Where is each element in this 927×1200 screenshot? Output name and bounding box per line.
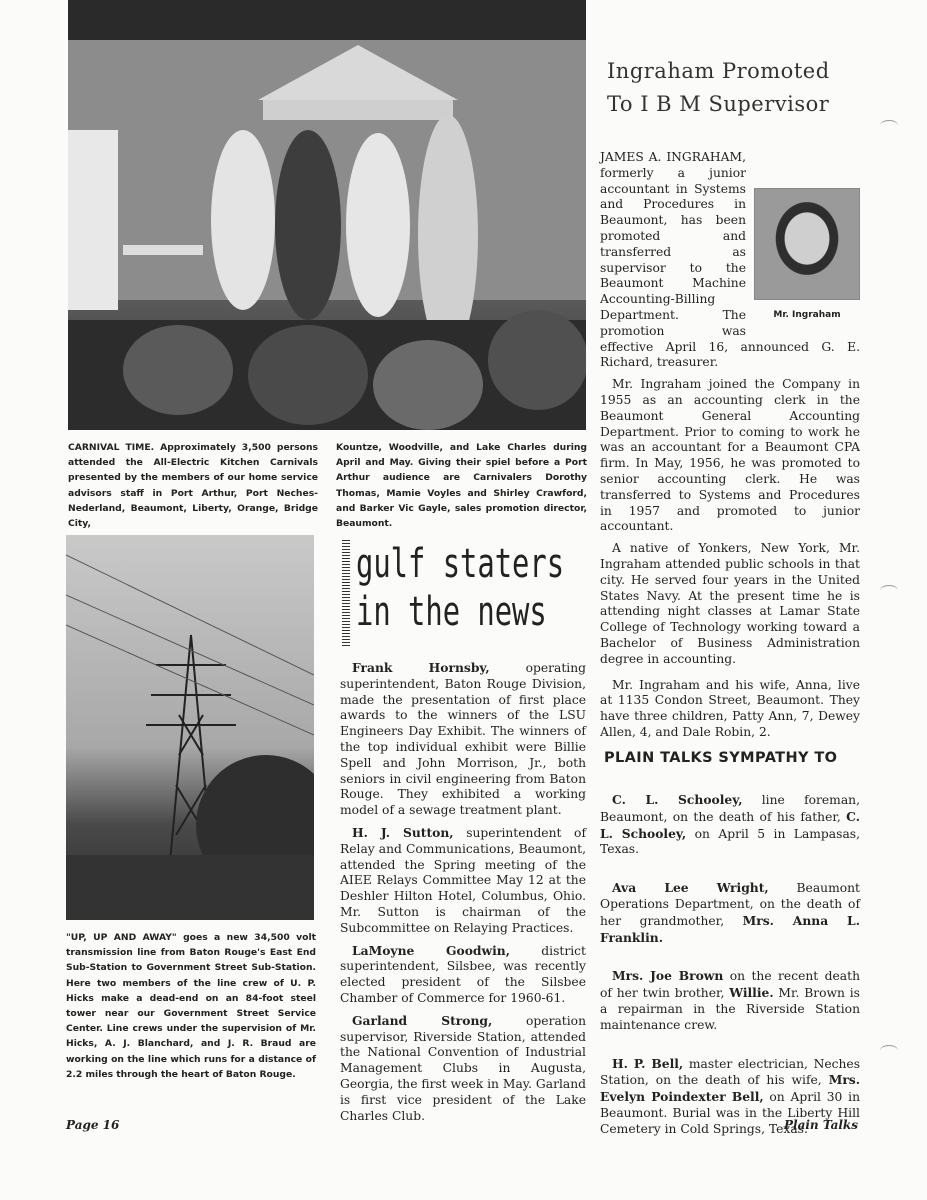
publication-name: Plain Talks bbox=[784, 1118, 859, 1132]
ingraham-paragraph: A native of Yonkers, New York, Mr. Ingraham attended public schools in that city. He served four years in the United States Navy. At the present time he is attending night classes at Lamar State College of Technology working toward a Bachelor of Business Administration degree in accounting. bbox=[600, 541, 860, 666]
news-item-text: operation supervisor, Riverside Station, attended the National Convention of Industrial Management Clubs in Augusta, Georgia, the first week in May. Garland is first vice president of the Lake Charles Club. bbox=[340, 1013, 586, 1123]
sympathy-item bbox=[600, 792, 860, 858]
sympathy-deceased: C. L. Schooley, bbox=[600, 808, 860, 841]
sympathy-name: C. L. Schooley, bbox=[612, 792, 743, 807]
news-heading-line1: gulf staters bbox=[356, 541, 565, 587]
sympathy-text: line foreman, Beaumont, on the death of his father, bbox=[600, 793, 860, 824]
carnival-photo bbox=[68, 0, 586, 430]
news-column bbox=[340, 660, 586, 1130]
news-heading bbox=[356, 540, 572, 636]
sympathy-text: on the recent death of her twin brother, bbox=[600, 969, 860, 1001]
news-item-name: Garland Strong, bbox=[352, 1012, 493, 1028]
sympathy-text: Beaumont Operations Department, on the death of her grandmother, bbox=[600, 881, 860, 928]
sympathy-deceased: Willie. bbox=[729, 985, 774, 1001]
news-item-name: H. J. Sutton, bbox=[352, 824, 454, 840]
transmission-tower-image bbox=[66, 535, 314, 920]
ingraham-article bbox=[600, 150, 860, 747]
news-item bbox=[340, 660, 586, 819]
news-item-text: district superintendent, Silsbee, was recently elected president of the Silsbee Chamber of Commerce for 1960-61. bbox=[340, 943, 586, 1005]
ingraham-portrait-figure bbox=[754, 188, 860, 323]
headline-line2: To I B M Supervisor bbox=[607, 92, 830, 116]
sympathy-name: Ava Lee Wright, bbox=[612, 880, 769, 896]
carnival-caption-left: CARNIVAL TIME. Approximately 3,500 persons attended the All-Electric Kitchen Carnivals presented by the members of our home service advisors staff in Port Arthur, Port Neches-Nederland, Beaumont, Liberty, Orange, Bridge City, bbox=[68, 442, 318, 530]
heading-rule-decoration bbox=[342, 540, 350, 648]
sympathy-column bbox=[600, 792, 860, 1144]
news-item-name: Frank Hornsby, bbox=[352, 660, 490, 675]
sympathy-name: H. P. Bell, bbox=[612, 1055, 684, 1071]
binder-mark bbox=[880, 585, 898, 596]
sympathy-name: Mrs. Joe Brown bbox=[612, 968, 724, 984]
sympathy-item bbox=[600, 880, 860, 946]
news-item-text: operating superintendent, Baton Rouge Division, made the presentation of first place awards to the winners of the LSU Engineers Day Exhibit. The winners of the top individual exhibit were Billie Spell and John Morrison, Jr., both seniors in civil engineering from Baton Rouge. They exhibited a working model of a sewage treatment plant. bbox=[340, 661, 586, 818]
news-item-name: LaMoyne Goodwin, bbox=[352, 942, 510, 958]
sympathy-deceased: Mrs. Evelyn Poindexter Bell, bbox=[600, 1072, 860, 1105]
headline-line1: Ingraham Promoted bbox=[607, 59, 830, 83]
ingraham-paragraph: Mr. Ingraham and his wife, Anna, live at 1135 Condon Street, Beaumont. They have three children, Patty Ann, 7, Dewey Allen, 4, and Dale Robin, 2. bbox=[600, 677, 860, 739]
sympathy-text: on April 5 in Lampasas, Texas. bbox=[600, 826, 861, 857]
news-item-text: superintendent of Relay and Communications, Beaumont, attended the Spring meeting of the AIEE Relays Committee May 12 at the Deshler Hilton Hotel, Columbus, Ohio. Mr. Sutton is chairman of the Subcommittee on Relaying Practices. bbox=[340, 825, 586, 935]
tower-caption: "UP, UP AND AWAY" goes a new 34,500 volt transmission line from Baton Rouge's East End Sub-Station to Government Street Sub-Station. Here two members of the line crew of U. P. Hicks make a dead-end on an 84-foot steel tower near our Government Street Service Center. Line crews under the supervision of Mr. Hicks, A. J. Blanchard, and J. R. Braud are working on the line which runs for a distance of 2.2 miles through the heart of Baton Rouge. bbox=[66, 932, 316, 1080]
news-item bbox=[340, 1013, 586, 1125]
sympathy-text: master electrician, Neches Station, on the death of his wife, bbox=[600, 1056, 861, 1088]
portrait-caption: Mr. Ingraham bbox=[773, 310, 841, 320]
transmission-tower-photo bbox=[66, 535, 314, 920]
carnival-photo-image bbox=[68, 0, 586, 430]
news-item bbox=[340, 825, 586, 937]
binder-mark bbox=[880, 1045, 898, 1056]
binder-mark bbox=[880, 120, 898, 131]
ingraham-portrait bbox=[754, 188, 860, 300]
page-number: Page 16 bbox=[66, 1118, 120, 1132]
ingraham-paragraph: Mr. Ingraham joined the Company in 1955 as an accounting clerk in the Beaumont General Accounting Department. Prior to coming to work he was an accountant for a Beaumont CPA firm. In May, 1956, he was promoted to senior accounting clerk. He was transferred to Systems and Procedures in 1957 and promoted to junior accountant. bbox=[600, 377, 860, 534]
ingraham-lead: JAMES A. INGRAHAM, formerly a junior accountant in Systems and Procedures in Beaumont, has been promoted and transferred as supervisor to the Beaumont Machine Accounting-Billing Department. The promotion was effective April 16, announced G. E. Richard, treasurer. bbox=[600, 150, 860, 370]
carnival-caption-right: Kountze, Woodville, and Lake Charles during April and May. Giving their spiel before a Port Arthur audience are Carnivalers Dorothy Thomas, Mamie Voyles and Shirley Crawford, and Barker Vic Gayle, sales promotion director, Beaumont. bbox=[336, 442, 587, 530]
sympathy-heading: PLAIN TALKS SYMPATHY TO bbox=[604, 750, 838, 766]
news-heading-line2: in the news bbox=[356, 589, 547, 635]
sympathy-text: on April 30 in Beaumont. Burial was in the Liberty Hill Cemetery in Cold Springs, Texas. bbox=[600, 1090, 860, 1136]
ingraham-headline bbox=[607, 55, 887, 121]
sympathy-deceased: Mrs. Anna L. Franklin. bbox=[600, 912, 860, 945]
sympathy-text: Mr. Brown is a repairman in the Riverside Station maintenance crew. bbox=[600, 986, 860, 1032]
sympathy-item bbox=[600, 968, 860, 1033]
news-item bbox=[340, 943, 586, 1007]
